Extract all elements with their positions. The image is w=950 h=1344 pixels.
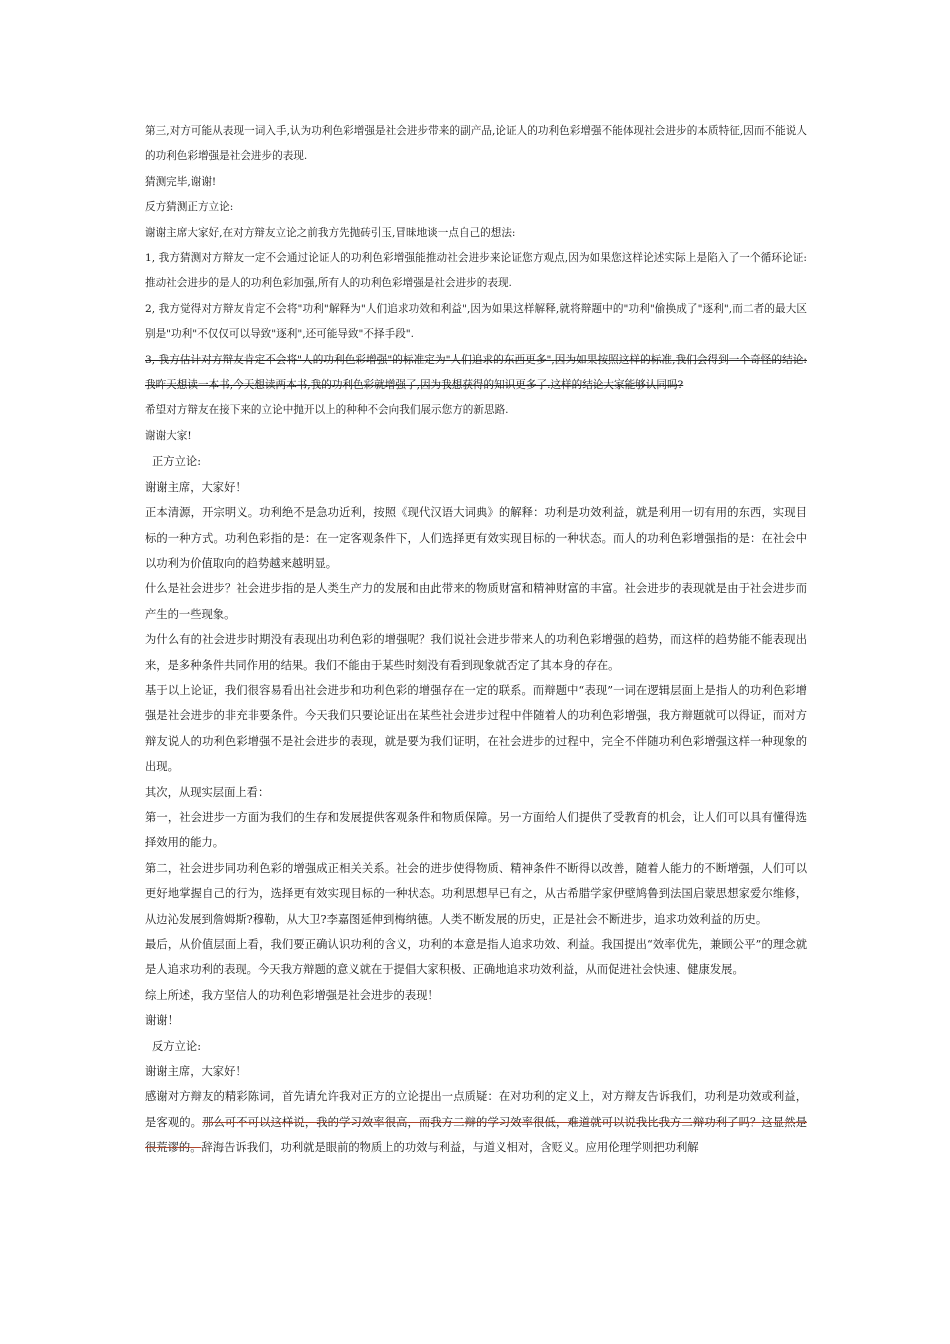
paragraph bbox=[145, 1084, 807, 1160]
section-heading: 正方立论: bbox=[152, 455, 201, 469]
paragraph: 综上所述，我方坚信人的功利色彩增强是社会进步的表现！ bbox=[145, 988, 439, 1002]
paragraph: 第一，社会进步一方面为我们的生存和发展提供客观条件和物质保障。另一方面给人们提供了受教育的机会，让人们可以具有懂得选择效用的能力。 bbox=[145, 810, 807, 850]
paragraph: 猜测完毕,谢谢! bbox=[145, 175, 217, 188]
paragraph: 谢谢大家! bbox=[145, 429, 192, 442]
list-item-struck: 3, 我方估计对方辩友肯定不会将"人的功利色彩增强"的标准定为"人们追求的东西更多",因为如果按照这样的标准,我们会得到一个奇怪的结论:我昨天想读一本书,今天想读两本书,我的功利色彩就增强了,因为我想获得的知识更多了.这样的结论大家能够认同吗? bbox=[145, 353, 807, 392]
paragraph: 第二，社会进步同功利色彩的增强成正相关关系。社会的进步使得物质、精神条件不断得以改善，随着人能力的不断增强，人们可以更好地掌握自己的行为，选择更有效实现目标的一种状态。功利思想早已有之，从古希腊学家伊壁鸠鲁到法国启蒙思想家爱尔维修，从边沁发展到詹姆斯?穆勒，从大卫?李嘉图延伸到梅纳德。人类不断发展的历史，正是社会不断进步，追求功效利益的历史。 bbox=[145, 861, 807, 926]
paragraph: 第三,对方可能从表现一词入手,认为功利色彩增强是社会进步带来的副产品,论证人的功利色彩增强不能体现社会进步的本质特征,因而不能说人的功利色彩增强是社会进步的表现. bbox=[145, 125, 807, 163]
paragraph: 谢谢主席，大家好！ bbox=[145, 480, 247, 494]
paragraph: 谢谢主席，大家好！ bbox=[145, 1065, 247, 1079]
paragraph: 什么是社会进步？社会进步指的是人类生产力的发展和由此带来的物质财富和精神财富的丰富。社会进步的表现就是由于社会进步而产生的一些现象。 bbox=[145, 582, 807, 621]
text-run-struck: 那么可不可以这样说，我的学习效率很高，而我方二辩的学习效率很低，难道就可以说我比我方二辩功利了吗？这显然是很荒谬的。 bbox=[145, 1115, 807, 1155]
paragraph: 其次，从现实层面上看： bbox=[145, 785, 270, 799]
text-run: 辞海告诉我们，功利就是眼前的物质上的功效与利益，与道义相对，含贬义。应用伦理学则把功利解 bbox=[201, 1141, 699, 1155]
list-item: 1, 我方猜测对方辩友一定不会通过论证人的功利色彩增强能推动社会进步来论证您方观点,因为如果您这样论述实际上是陷入了一个循环论证:推动社会进步的是人的功利色彩加强,所有人的功利色彩增强是社会进步的表现. bbox=[145, 252, 807, 290]
paragraph: 希望对方辩友在接下来的立论中抛开以上的种种不会向我们展示您方的新思路. bbox=[145, 404, 509, 417]
paragraph: 为什么有的社会进步时期没有表现出功利色彩的增强呢？我们说社会进步带来人的功利色彩增强的趋势，而这样的趋势能不能表现出来，是多种条件共同作用的结果。我们不能由于某些时刻没有看到现象就否定了其本身的存在。 bbox=[145, 633, 807, 672]
section-heading: 反方猜测正方立论: bbox=[145, 201, 234, 214]
list-item: 2, 我方觉得对方辩友肯定不会将"功利"解释为"人们追求功效和利益",因为如果这样解释,就将辩题中的"功利"偷换成了"逐利",而二者的最大区别是"功利"不仅仅可以导致"逐利",还可能导致"不择手段". bbox=[145, 302, 807, 341]
paragraph: 最后，从价值层面上看，我们要正确认识功利的含义，功利的本意是指人追求功效、利益。我国提出“效率优先，兼顾公平”的理念就是人追求功利的表现。今天我方辩题的意义就在于提倡大家积极、正确地追求功效利益，从而促进社会快速、健康发展。 bbox=[145, 938, 807, 977]
paragraph: 正本清源，开宗明义。功利绝不是急功近利，按照《现代汉语大词典》的解释：功利是功效利益，就是利用一切有用的东西，实现目标的一种方式。功利色彩指的是：在一定客观条件下，人们选择更有效实现目标的一种状态。而人的功利色彩增强指的是：在社会中以功利为价值取向的趋势越来越明显。 bbox=[145, 506, 807, 570]
paragraph: 谢谢！ bbox=[145, 1014, 179, 1028]
text-run: 感谢对方辩友的精彩陈词，首先请允许我对正方的立论提出一点质疑：在对功利的定义上，对方辩友告诉我们，功利是功效或利益，是客观的。 bbox=[145, 1090, 807, 1129]
paragraph: 基于以上论证，我们很容易看出社会进步和功利色彩的增强存在一定的联系。而辩题中“表现”一词在逻辑层面上是指人的功利色彩增强是社会进步的非充非要条件。今天我们只要论证出在某些社会进步过程中伴随着人的功利色彩增强，我方辩题就可以得证，而对方辩友说人的功利色彩增强不是社会进步的表现，就是要为我们证明，在社会进步的过程中，完全不伴随功利色彩增强这样一种现象的出现。 bbox=[145, 683, 807, 774]
section-heading: 反方立论: bbox=[152, 1039, 201, 1053]
document-body bbox=[145, 119, 807, 1161]
paragraph: 谢谢主席大家好,在对方辩友立论之前我方先抛砖引玉,冒昧地谈一点自己的想法: bbox=[145, 226, 516, 239]
